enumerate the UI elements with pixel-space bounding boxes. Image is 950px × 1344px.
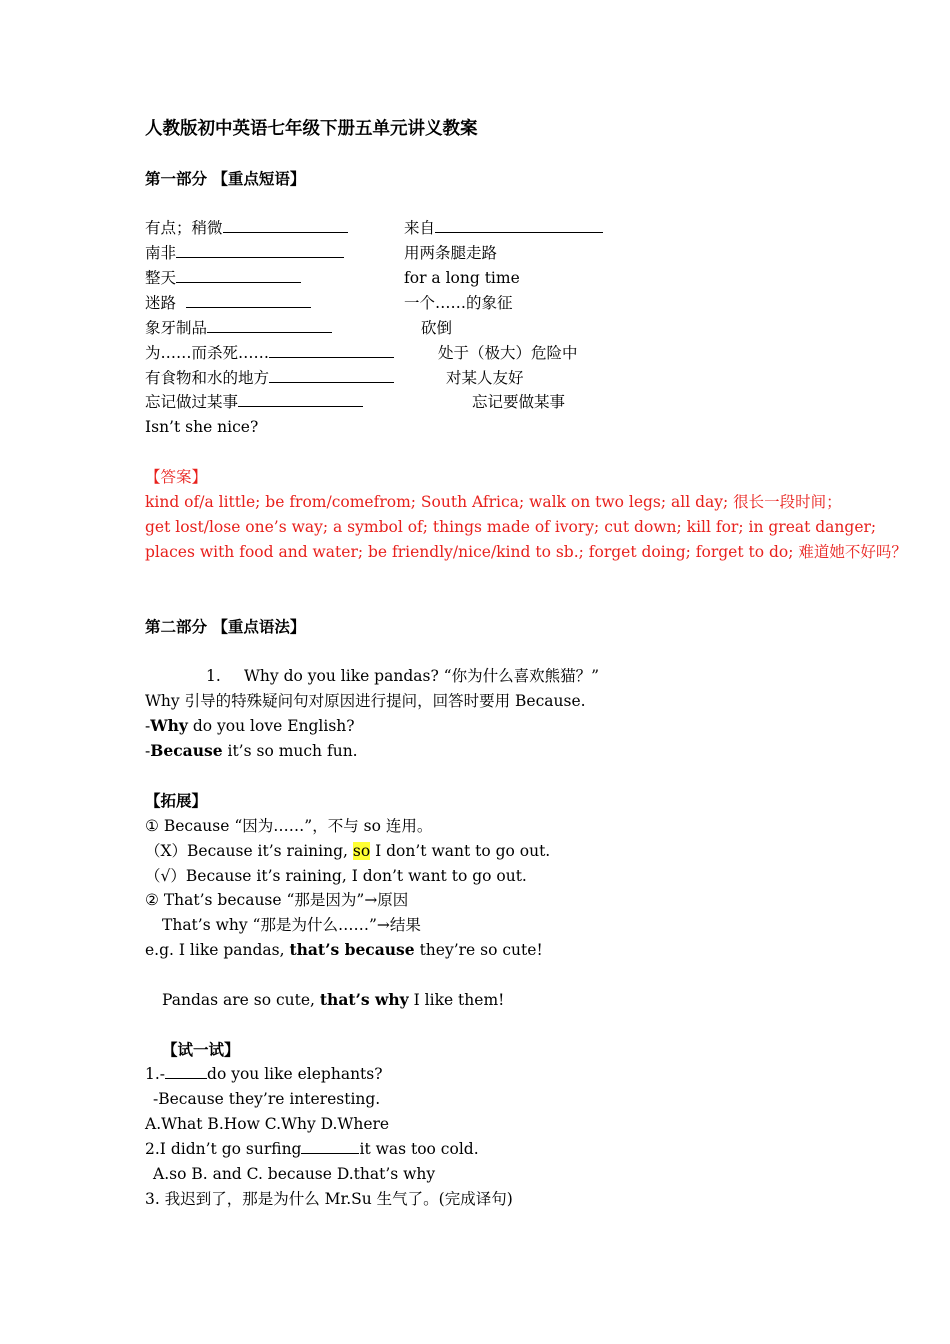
- part2-heading: 第二部分 【重点语法】: [145, 617, 306, 636]
- extend-example-1: e.g. I like pandas, that’s because they’re so cute!: [145, 940, 543, 959]
- part1-heading: 第一部分 【重点短语】: [145, 169, 306, 188]
- phrase-right-2: 用两条腿走路: [404, 244, 498, 262]
- practice-heading: 【试一试】: [162, 1040, 240, 1059]
- highlighted-word: so: [352, 842, 371, 860]
- grammar-explain: Why 引导的特殊疑问句对原因进行提问，回答时要用 Because.: [145, 692, 586, 710]
- phrase-right-8: 忘记要做某事: [472, 393, 566, 411]
- phrase-left-4: 迷路: [145, 293, 311, 313]
- practice-q3: 3. 我迟到了，那是为什么 Mr.Su 生气了。(完成译句): [145, 1190, 513, 1208]
- answer-line-2: get lost/lose one’s way; a symbol of; things made of ivory; cut down; kill for; in great danger;: [145, 518, 877, 536]
- extend-line-3: （√）Because it’s raining, I don’t want to go out.: [145, 867, 527, 885]
- page-title: 人教版初中英语七年级下册五单元讲义教案: [145, 119, 478, 139]
- phrase-left-6: 为……而杀死……: [145, 343, 394, 363]
- extend-line-2: （X）Because it’s raining, so I don’t want to go out.: [145, 842, 551, 860]
- extend-line-4: ② That’s because “那是因为”→原因: [145, 891, 409, 909]
- answer-line-3: places with food and water; be friendly/nice/kind to sb.; forget doing; forget to do; 难道她不好吗？: [145, 543, 907, 561]
- practice-q2-options: A.so B. and C. because D.that’s why: [153, 1165, 436, 1183]
- answer-blank[interactable]: [301, 1139, 359, 1154]
- extend-line-5: That’s why “那是为什么……”→结果: [162, 916, 421, 934]
- phrase-left-9: Isn’t she nice?: [145, 418, 259, 436]
- practice-q1-options: A.What B.How C.Why D.Where: [145, 1115, 390, 1133]
- phrase-left-5: 象牙制品: [145, 318, 332, 338]
- extend-line-1: ① Because “因为……”，不与 so 连用。: [145, 817, 433, 835]
- phrase-left-3: 整天: [145, 268, 301, 288]
- practice-q2: 2.I didn’t go surfing it was too cold.: [145, 1140, 479, 1158]
- phrase-right-3: for a long time: [404, 269, 520, 287]
- phrase-right-6: 处于（极大）危险中: [438, 344, 578, 362]
- phrase-right-5: 砍倒: [421, 319, 453, 337]
- practice-q1-response: -Because they’re interesting.: [153, 1090, 381, 1108]
- phrase-right-7: 对某人友好: [446, 369, 524, 387]
- phrase-left-7: 有食物和水的地方: [145, 368, 394, 388]
- answer-blank[interactable]: [165, 1064, 207, 1079]
- grammar-item-number: 1.: [206, 667, 221, 685]
- answer-line-1: kind of/a little; be from/comefrom; South Africa; walk on two legs; all day; 很长一段时间；: [145, 493, 842, 511]
- extend-example-2: Pandas are so cute, that’s why I like them!: [162, 990, 505, 1009]
- phrase-left-8: 忘记做过某事: [145, 392, 363, 412]
- grammar-item-1: Why do you like pandas? “你为什么喜欢熊猫？”: [244, 667, 600, 685]
- phrase-right-4: 一个……的象征: [404, 294, 513, 312]
- example-question: -Why do you love English?: [145, 716, 355, 735]
- example-answer: -Because it’s so much fun.: [145, 741, 358, 760]
- answer-label: 【答案】: [145, 468, 208, 486]
- phrase-left-1: 有点；稍微: [145, 218, 348, 238]
- practice-q1: 1.- do you like elephants?: [145, 1065, 383, 1083]
- phrase-right-1: 来自: [404, 218, 603, 238]
- extend-heading: 【拓展】: [145, 791, 208, 810]
- phrase-left-2: 南非: [145, 243, 344, 263]
